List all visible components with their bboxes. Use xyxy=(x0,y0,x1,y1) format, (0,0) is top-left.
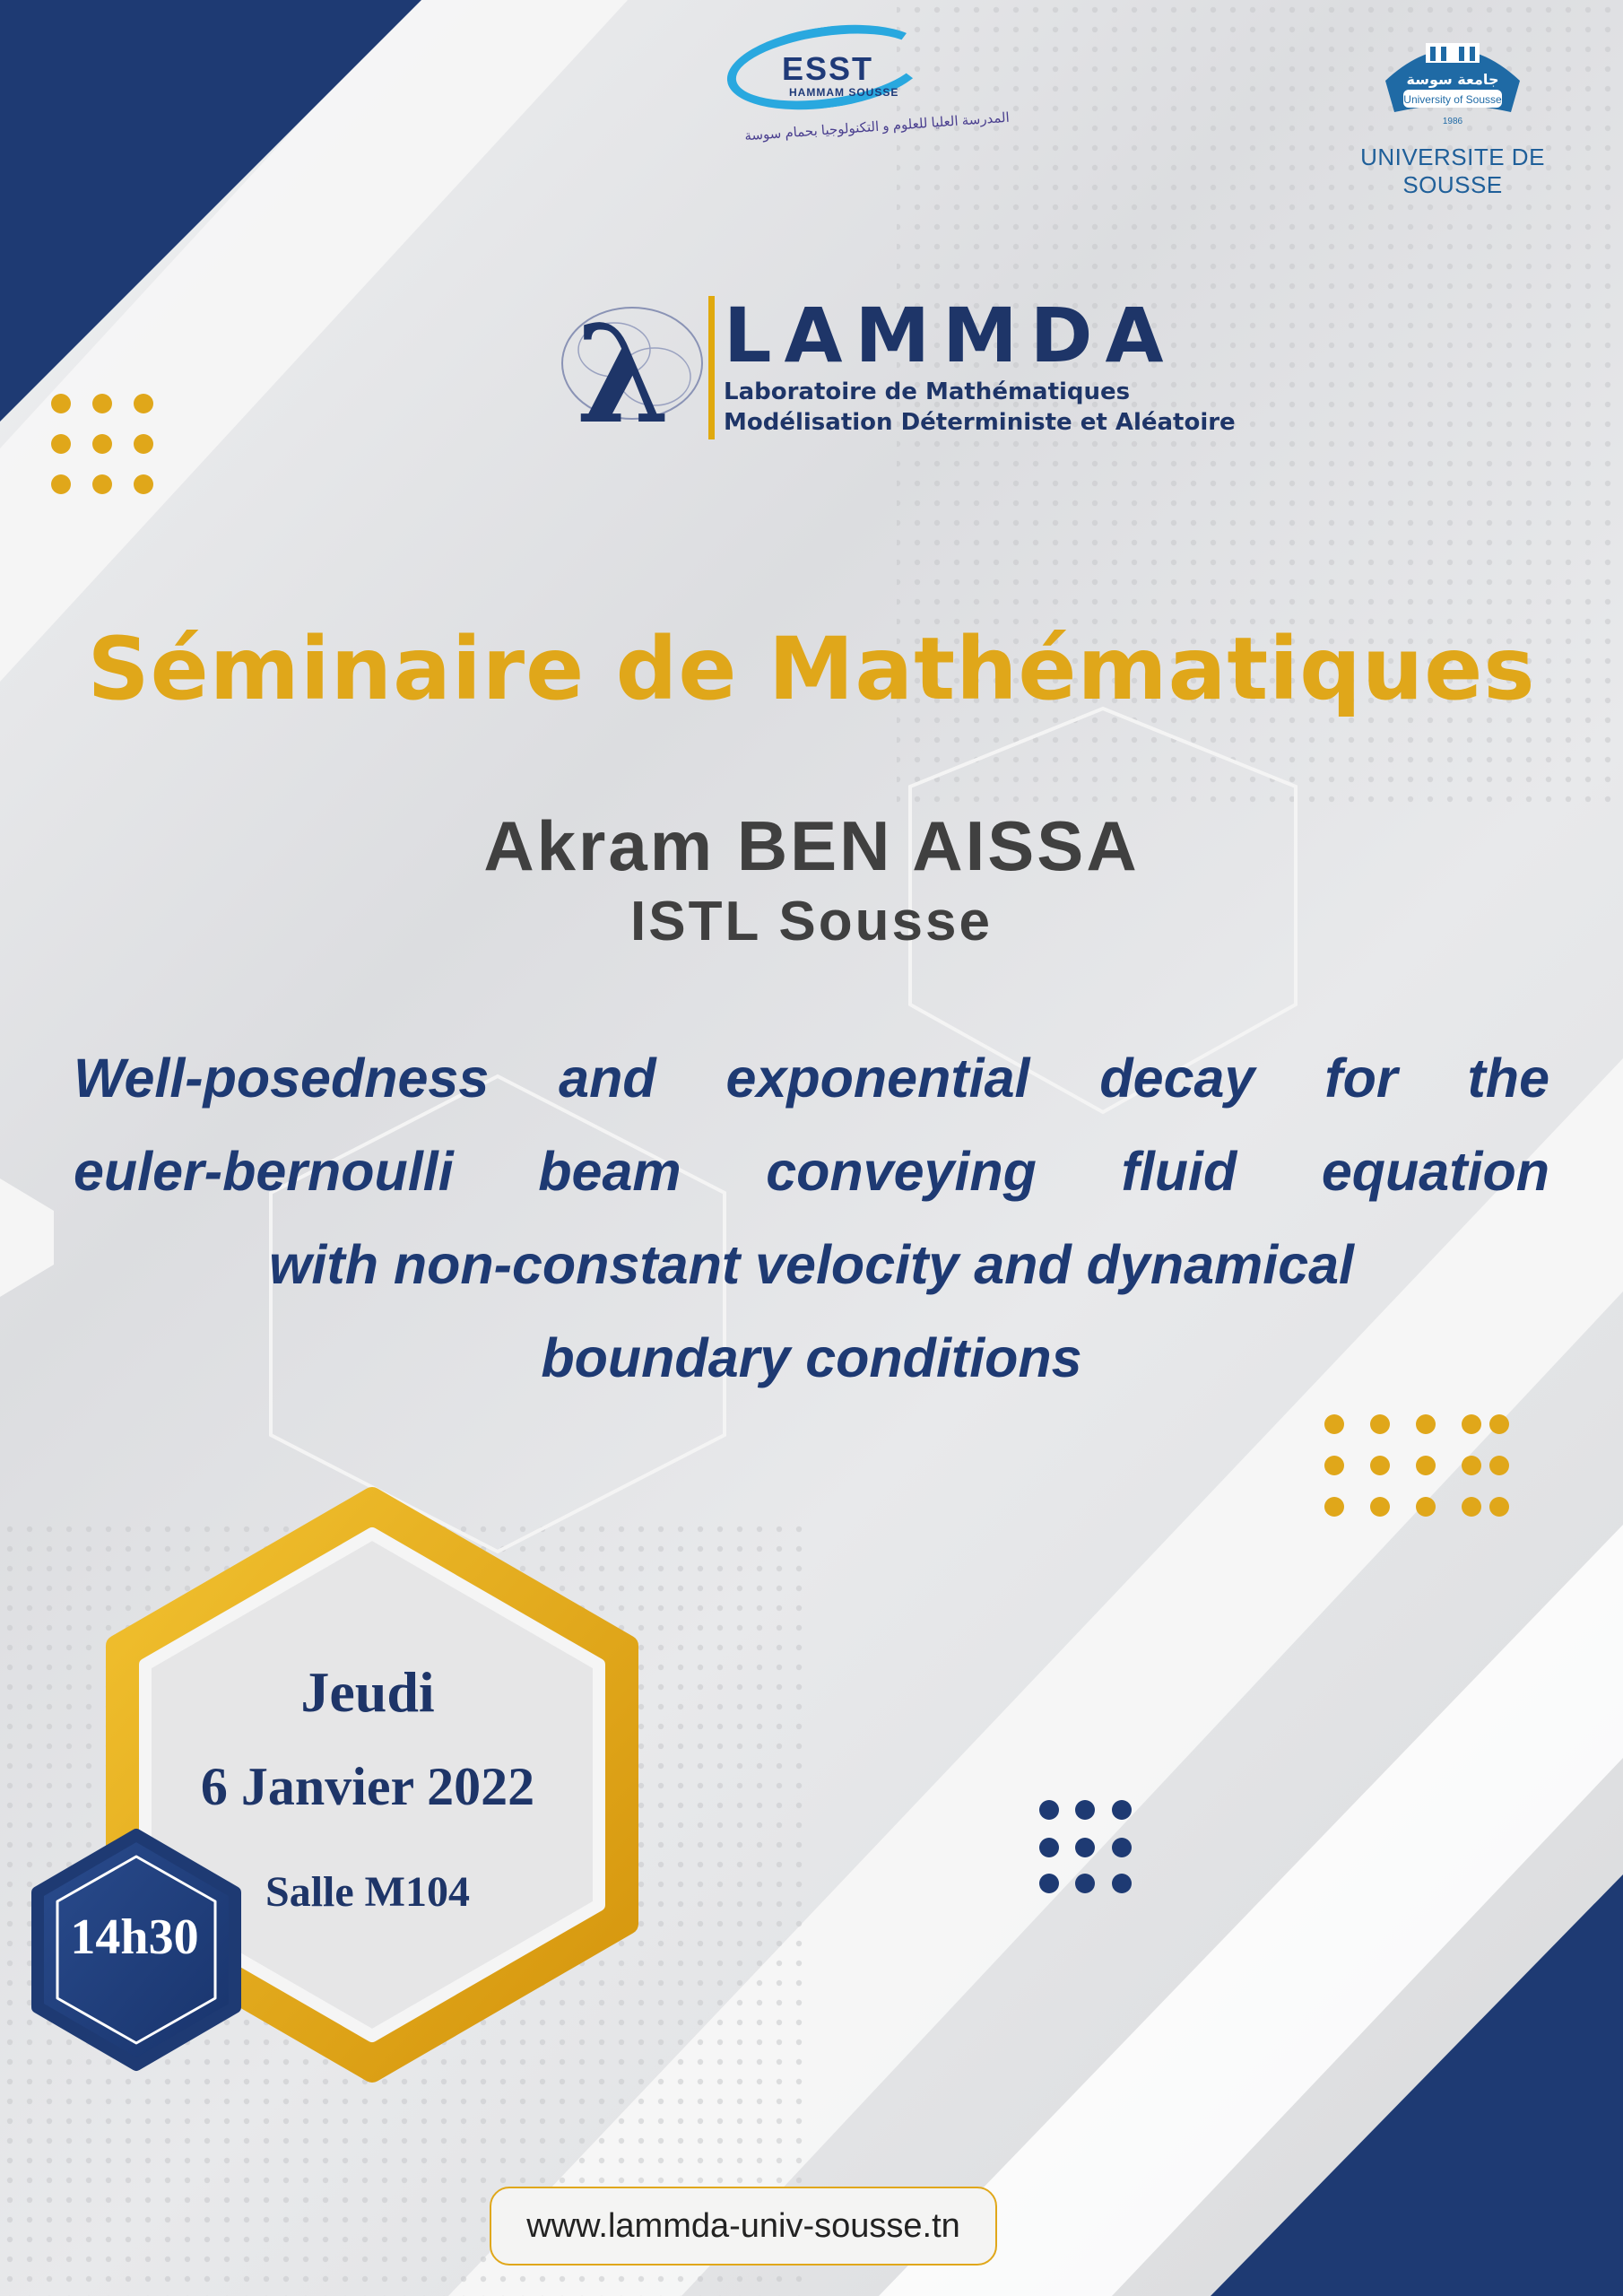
talk-title-line: with non-constant velocity and dynamical xyxy=(268,1234,1355,1295)
lammda-logo xyxy=(551,291,1236,439)
talk-title-line: boundary conditions xyxy=(541,1327,1082,1388)
university-building-icon xyxy=(1376,27,1529,135)
talk-title xyxy=(74,1031,1549,1405)
esst-logo xyxy=(726,27,1011,144)
hexagon-edge-left xyxy=(0,1157,54,1318)
event-date: 6 Janvier 2022 xyxy=(200,1757,535,1816)
gold-dots-top-left xyxy=(51,394,153,494)
navy-dots-bottom-right xyxy=(1039,1800,1132,1893)
lammda-name: LAMMDA xyxy=(724,291,1176,379)
talk-title-line: euler-bernoulli beam conveying fluid equation xyxy=(74,1141,1549,1202)
event-time: 14h30 xyxy=(70,1909,199,1965)
speaker-affiliation: ISTL Sousse xyxy=(630,891,993,952)
talk-title-line: Well-posedness and exponential decay for the xyxy=(74,1048,1549,1109)
svg-text:λ: λ xyxy=(576,296,671,439)
svg-text:1986: 1986 xyxy=(1442,117,1463,126)
university-caption: UNIVERSITE DE SOUSSE xyxy=(1360,144,1545,198)
website-link[interactable]: www.lammda-univ-sousse.tn xyxy=(490,2187,997,2266)
lammda-divider xyxy=(708,296,715,439)
university-emblem xyxy=(1376,27,1529,135)
event-day: Jeudi xyxy=(300,1660,435,1724)
lammda-subtitle-2: Modélisation Déterministe et Aléatoire xyxy=(724,409,1236,436)
svg-text:جامعة سوسة: جامعة سوسة xyxy=(1406,71,1499,88)
lambda-brain-icon xyxy=(551,296,708,439)
esst-subtitle: HAMMAM SOUSSE xyxy=(789,86,899,99)
lammda-subtitle-1: Laboratoire de Mathématiques xyxy=(724,378,1131,405)
esst-name: ESST xyxy=(782,50,874,87)
speaker-name: Akram BEN AISSA xyxy=(483,806,1140,885)
svg-text:University of Sousse: University of Sousse xyxy=(1403,93,1502,106)
esst-arabic-name: المدرسة العليا للعلوم و التكنولوجيا بحمام سوسة xyxy=(743,109,1011,144)
event-room: Salle M104 xyxy=(265,1868,470,1916)
seminar-title: Séminaire de Mathématiques xyxy=(87,619,1536,719)
